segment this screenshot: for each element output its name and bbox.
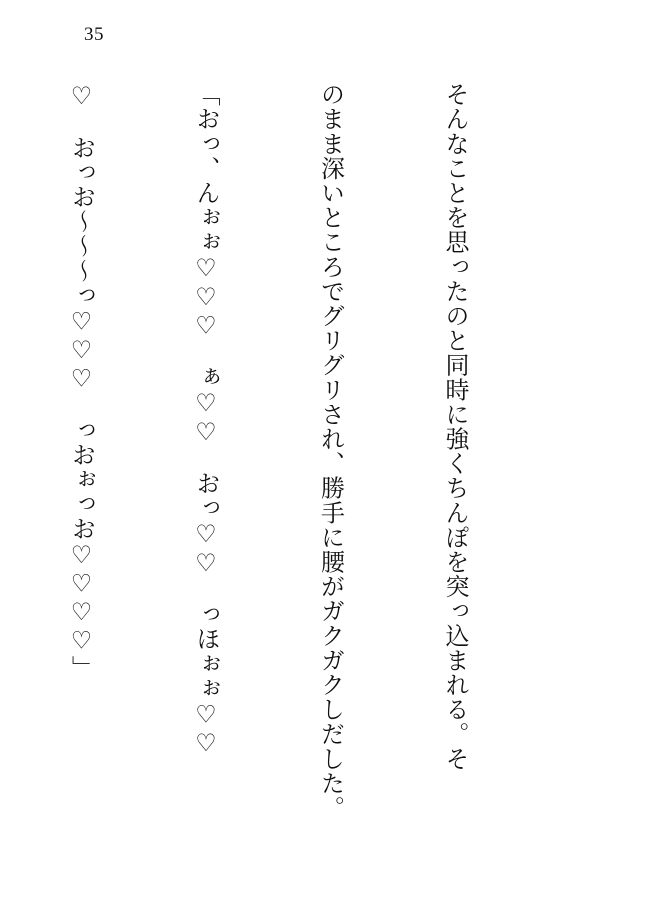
vertical-text-body xyxy=(0,82,558,862)
page-number: 35 xyxy=(84,24,104,45)
text-line: 「おっ、んぉぉ♡♡♡ ぁ♡♡ おっ♡♡ っほぉぉ♡♡ xyxy=(192,82,220,758)
text-line: ♡ おっお〜〜〜っ♡♡♡ っおぉっお♡♡♡♡」 xyxy=(67,82,96,680)
text-line: のまま深いところでグリグリされ、勝手に腰がガクガクしだした。 xyxy=(316,82,345,820)
text-line: そんなことを思ったのと同時に強くちんぽを突っ込まれる。そ xyxy=(441,82,469,771)
